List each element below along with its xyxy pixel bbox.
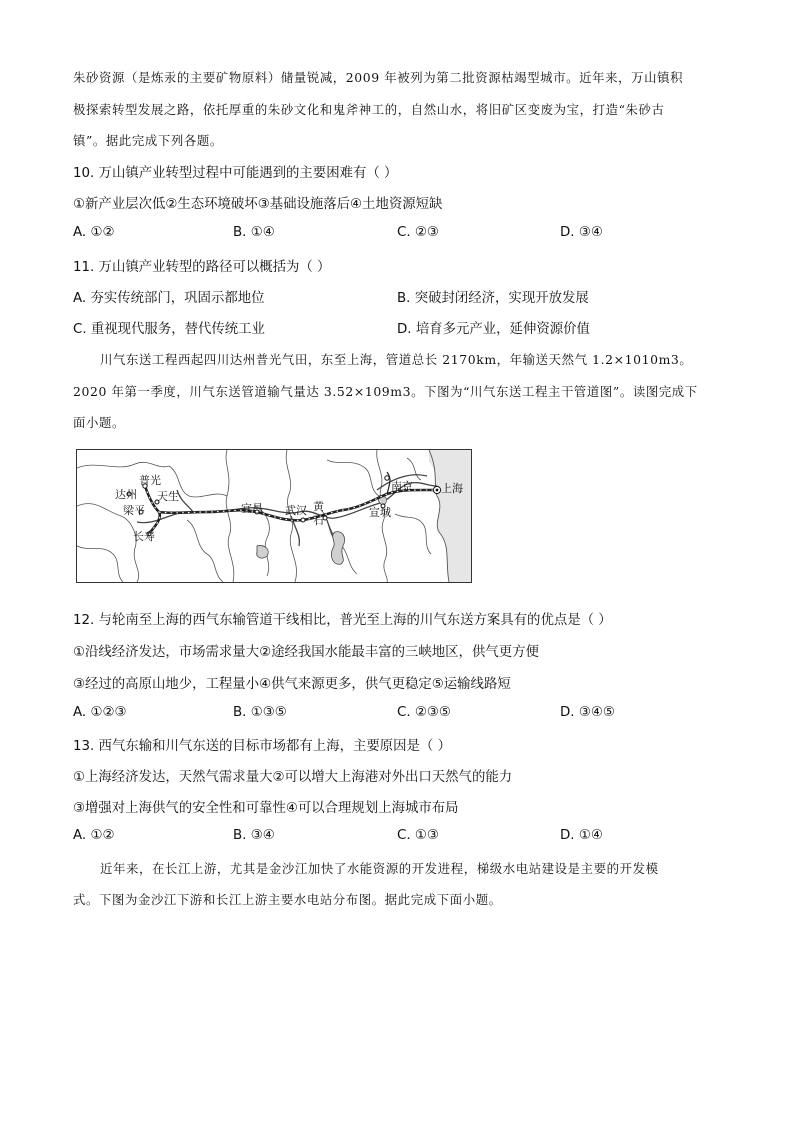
q11-stem: 11. 万山镇产业转型的路径可以概括为（ ） xyxy=(73,260,331,275)
q13-option-d: D. ①④ xyxy=(560,828,603,843)
q11-option-a: A. 夯实传统部门，巩固示都地位 xyxy=(73,291,265,306)
q12-statements-2: ③经过的高原山地少，工程量小④供气来源更多，供气更稳定⑤运输线路短 xyxy=(73,677,511,692)
q12-stem: 12. 与轮南至上海的西气东输管道干线相比，普光至上海的川气东送方案具有的优点是（ ） xyxy=(73,613,612,628)
q11-option-c: C. 重视现代服务，替代传统工业 xyxy=(73,322,265,337)
label-huangshi-2: 石 xyxy=(313,514,324,527)
q11-option-d: D. 培育多元产业，延伸资源价值 xyxy=(397,322,590,337)
q10-option-b: B. ①④ xyxy=(233,225,275,240)
q10-option-c: C. ②③ xyxy=(397,225,439,240)
label-huangshi-1: 黄 xyxy=(313,500,324,513)
pipeline-map xyxy=(76,449,472,583)
label-wuhan: 武汉 xyxy=(285,504,307,517)
passage2-line2: 2020 年第一季度，川气东送管道输气量达 3.52×109m3。下图为“川气东送工程主干管道图”。读图完成下 xyxy=(73,384,698,399)
passage1-line3: 镇”。据此完成下列各题。 xyxy=(73,133,223,148)
label-puguang: 普光 xyxy=(139,474,161,487)
passage1-line2: 极探索转型发展之路，依托厚重的朱砂文化和鬼斧神工的，自然山水，将旧矿区变废为宝，打造“朱砂古 xyxy=(73,102,665,117)
passage2-line1: 川气东送工程西起四川达州普光气田，东至上海，管道总长 2170km，年输送天然气 1.2×1010m3。 xyxy=(100,352,693,367)
q10-stem: 10. 万山镇产业转型过程中可能遇到的主要困难有（ ） xyxy=(73,166,398,181)
q10-statements: ①新产业层次低②生态环境破坏③基础设施落后④土地资源短缺 xyxy=(73,197,443,212)
label-tiansheng: 天生 xyxy=(157,490,179,503)
label-liangping: 梁平 xyxy=(123,504,145,517)
q13-statements-1: ①上海经济发达，天然气需求量大②可以增大上海港对外出口天然气的能力 xyxy=(73,770,513,785)
q12-option-c: C. ②③⑤ xyxy=(397,705,451,720)
q13-statements-2: ③增强对上海供气的安全性和可靠性④可以合理规划上海城市布局 xyxy=(73,801,459,816)
q13-option-a: A. ①② xyxy=(73,828,115,843)
label-changshou: 长寿 xyxy=(133,530,155,543)
passage2-line3: 面小题。 xyxy=(73,415,125,430)
label-nanjing: 南京 xyxy=(391,480,413,493)
q11-option-b: B. 突破封闭经济，实现开放发展 xyxy=(397,291,589,306)
label-xuancheng: 宣城 xyxy=(369,506,391,519)
label-yichang: 宜昌 xyxy=(241,502,263,515)
q12-option-d: D. ③④⑤ xyxy=(560,705,615,720)
passage3-line1: 近年来，在长江上游，尤其是金沙江加快了水能资源的开发进程，梯级水电站建设是主要的开发模 xyxy=(100,861,659,876)
q12-statements-1: ①沿线经济发达，市场需求量大②途经我国水能最丰富的三峡地区，供气更方便 xyxy=(73,645,539,660)
passage3-line2: 式。下图为金沙江下游和长江上游主要水电站分布图。据此完成下面小题。 xyxy=(73,892,502,907)
passage1-line1: 朱砂资源（是炼汞的主要矿物原料）储量锐减，2009 年被列为第二批资源枯竭型城市。近年来，万山镇积 xyxy=(73,70,684,85)
label-dazhou: 达州 xyxy=(115,488,137,501)
q13-stem: 13. 西气东输和川气东送的目标市场都有上海，主要原因是（ ） xyxy=(73,739,451,754)
q10-option-d: D. ③④ xyxy=(560,225,603,240)
q12-option-b: B. ①③⑤ xyxy=(233,705,287,720)
q12-option-a: A. ①②③ xyxy=(73,705,127,720)
q10-option-a: A. ①② xyxy=(73,225,115,240)
label-shanghai: 上海 xyxy=(441,482,463,495)
q13-option-b: B. ③④ xyxy=(233,828,275,843)
q13-option-c: C. ①③ xyxy=(397,828,439,843)
